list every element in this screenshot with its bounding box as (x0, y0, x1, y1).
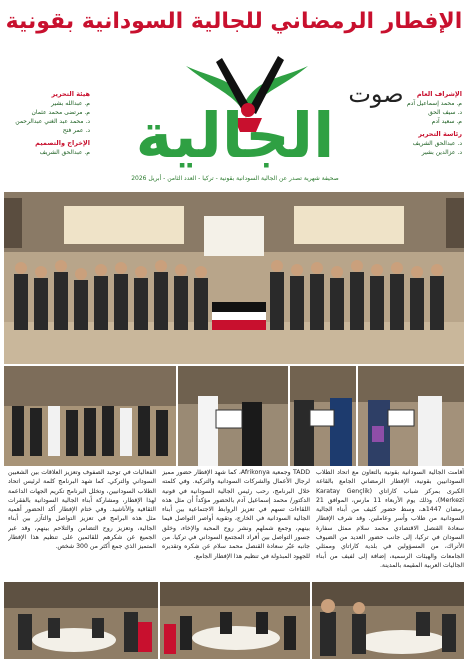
photo-dinner-left (4, 582, 158, 659)
staff-name: د. عبدالحق الشريف (412, 140, 462, 147)
article-column-1: أقامت الجالية السودانية بقونية بالتعاون مع اتحاد الطلاب السودانيين بقونية، الإفطار الرمضاني الجامع بالقاعة الكبرى بمركز شباب كاراتاي (Karatay Gençlik Merkezi)، وذلك يوم الأربعاء 11 مارس، الموافق 21 رمضان 1447هـ، وسط حضور كثيف من أبناء الجالية السودانية من طلاب وأسر وعاملين. وقد شرف الإفطار سعادة القنصل الاقتصادي محمد سلام ممثل سفارة السودان في تركيا، إلى جانب حضور العديد من الضيوف الأتراك، من المسؤولين في بلدية كاراتاي وممثلي الجامعات والهيئات الرسمية، إضافة إلى لفيف من أبناء الجاليات العربية المقيمة بالمدينة. (316, 469, 464, 569)
logo-title: الجالية (135, 99, 335, 172)
article-column-2: TADD وجمعية Afrikonya، كما شهد الإفطار حضور مميز لرجال الأعمال والشركات السودانية والتركية. وفي كلمته خلال البرنامج، رحب رئيس الجالية السودانية في قونية الدكتور/ محمد إسماعيل آدم بالحضور مؤكداً أن مثل هذه اللقاءات تسهم في تعزيز الروابط الاجتماعية بين أبناء الجالية السودانية في الخارج، وتقوية أواصر التواصل فيما بينهم، وجمع شملهم ونشر روح المحبة والإخاء، وخلق جسور التواصل بين أفراد المجتمع السوداني في تركيا. من جانبه عبّر سعادة القنصل محمد سلام عن شكره وتقديره للجهود المبذولة في تنظيم هذا الإفطار الجامع. (162, 469, 310, 560)
photo-dinner-middle (160, 582, 310, 659)
staff-heading: الإخراج والتصميم (35, 139, 90, 147)
staff-name: د. عزالدين بشير (421, 149, 462, 156)
masthead-logo (92, 48, 404, 176)
article-column-3: الفعاليات في توحيد الصفوف وتعزيز العلاقات بين الشعبين السوداني والتركي. كما شهد البرنامج كلمة لرئيس اتحاد الطلاب السودانيين، وتخلل البرنامج تكريم الجهات الداعمة لهذا الإفطار، ومشاركة أبناء الجالية السودانية بالفقرات الثقافية والأناشيد. وفي ختام الإفطار أكد الحضور أهمية مثل هذه البرامج في تعزيز التواصل والتآزر بين أبناء الجالية، وتعزيز روح التضامن والتلاحم بينهم، وقد عبر الجميع عن شكرهم للقائمين على تنظيم هذا الإفطار المتميز الذي جمع أكثر من 300 شخص. (8, 469, 156, 551)
article-body (4, 468, 464, 580)
photo-award-left (178, 366, 288, 466)
staff-name: د. عمر فتح (62, 127, 90, 134)
staff-box-left (6, 90, 90, 157)
staff-name: م. محمد إسماعيل آدم (406, 100, 462, 107)
staff-name: م. سعيد آدم (431, 118, 462, 125)
staff-name: د. محمد عبد الغني عبدالرحمن (15, 118, 90, 125)
photo-award-right (358, 366, 464, 466)
staff-name: م. عبدالحق الشريف (39, 149, 90, 156)
photo-award-middle (290, 366, 356, 466)
photo-dinner-right (312, 582, 464, 659)
staff-name: م. عبدالله بشير (51, 100, 90, 107)
staff-name: د. سيف الحق (428, 109, 462, 116)
photo-group-left (4, 366, 176, 466)
staff-name: م. مرتضى محمد عثمان (31, 109, 90, 116)
group-photo (4, 192, 464, 364)
staff-heading: هيئة التحرير (51, 90, 90, 98)
logo-tagline: صحيفة شهرية تصدر عن الجالية السودانية بقونية - تركيا - العدد الثامن - أبريل 2026 (131, 175, 339, 182)
staff-heading: الإشراف العام (416, 90, 462, 98)
masthead (0, 44, 468, 192)
staff-heading: رئاسة التحرير (418, 130, 462, 138)
page-headline: الإفطار الرمضاني للجالية السودانية بقونية (5, 9, 463, 34)
logo-sawt: صوت (348, 80, 404, 108)
